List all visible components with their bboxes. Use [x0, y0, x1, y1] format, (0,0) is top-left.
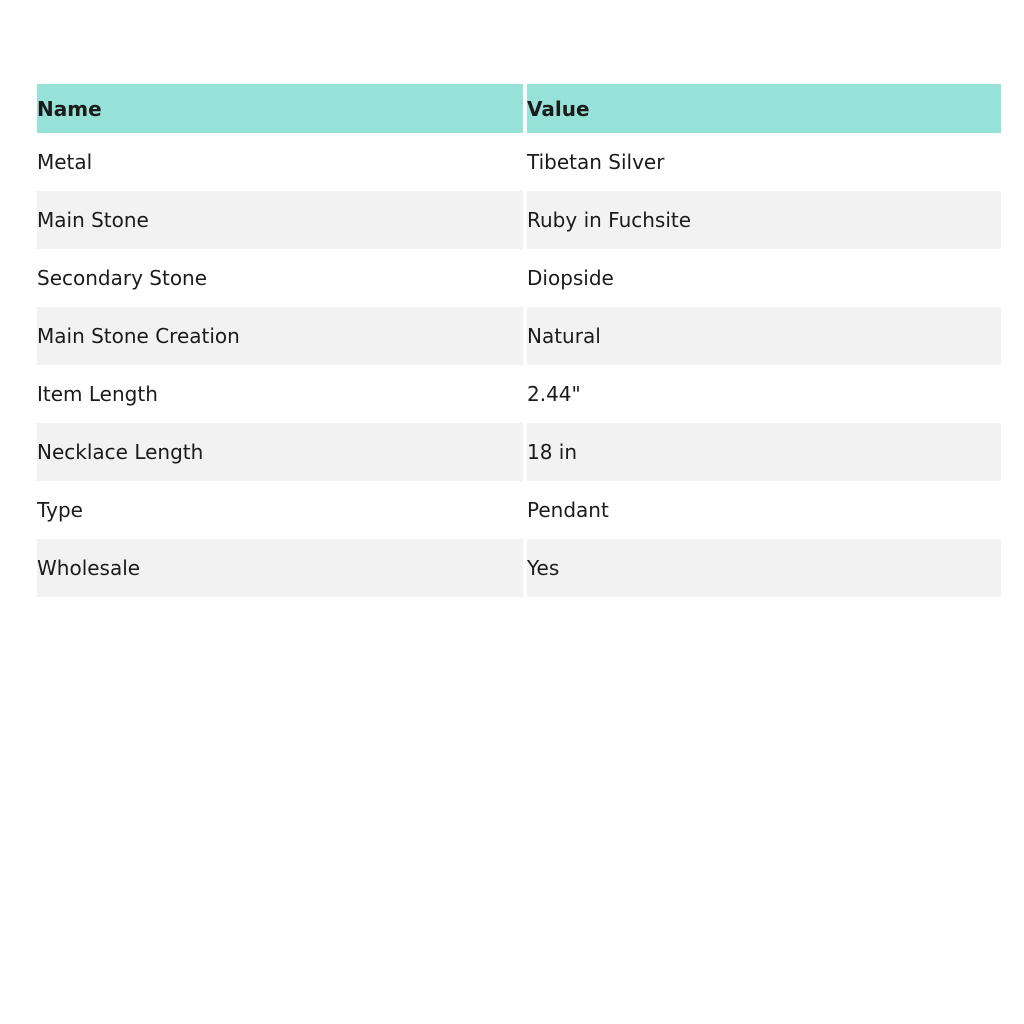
row-name-cell: Main Stone [37, 191, 525, 249]
row-name-cell: Item Length [37, 365, 525, 423]
row-value-cell: Natural [525, 307, 1001, 365]
table-row [37, 307, 1001, 365]
row-value-cell: Diopside [525, 249, 1001, 307]
table-row [37, 365, 1001, 423]
row-value-cell: 18 in [525, 423, 1001, 481]
row-value-cell: Pendant [525, 481, 1001, 539]
row-value-cell: Ruby in Fuchsite [525, 191, 1001, 249]
row-value-cell: 2.44" [525, 365, 1001, 423]
row-name-cell: Wholesale [37, 539, 525, 597]
table-row [37, 423, 1001, 481]
column-header-name: Name [37, 84, 525, 133]
table-row [37, 249, 1001, 307]
table-body [37, 133, 1001, 597]
row-value-cell: Tibetan Silver [525, 133, 1001, 191]
table-row [37, 539, 1001, 597]
header-row [37, 84, 1001, 133]
row-value-cell: Yes [525, 539, 1001, 597]
row-name-cell: Metal [37, 133, 525, 191]
row-name-cell: Secondary Stone [37, 249, 525, 307]
table-header [37, 84, 1001, 133]
table-row [37, 481, 1001, 539]
column-header-value: Value [525, 84, 1001, 133]
row-name-cell: Necklace Length [37, 423, 525, 481]
table-row [37, 191, 1001, 249]
row-name-cell: Main Stone Creation [37, 307, 525, 365]
product-details-table-container [37, 84, 1001, 597]
row-name-cell: Type [37, 481, 525, 539]
product-details-table [37, 84, 1001, 597]
table-row [37, 133, 1001, 191]
